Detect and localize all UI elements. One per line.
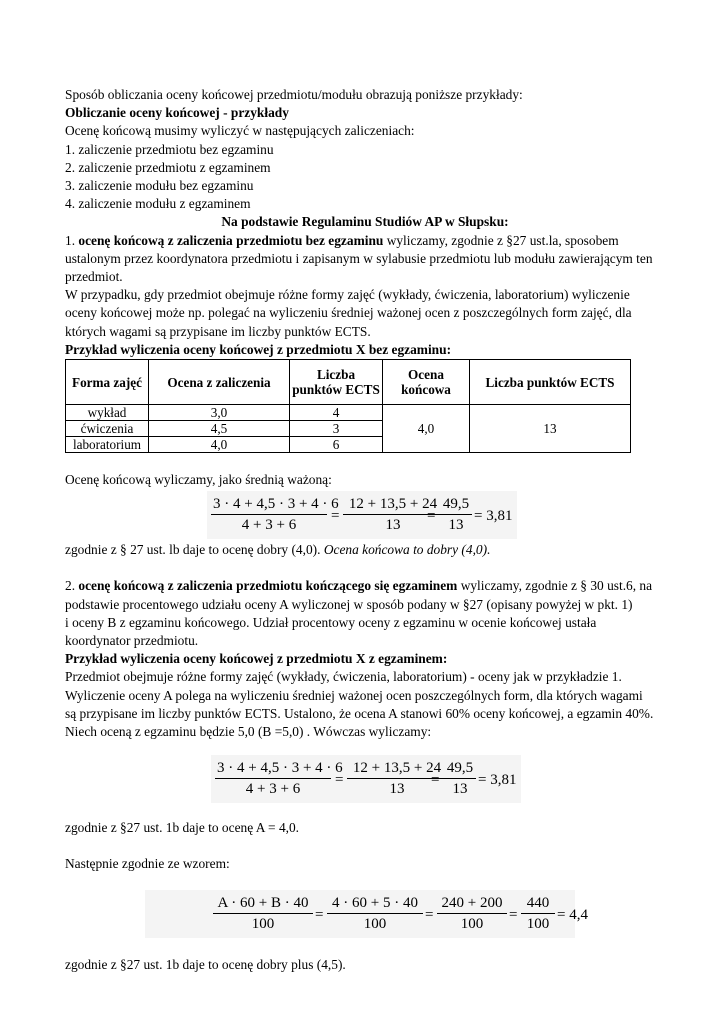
s2-line2: podstawie procentowego udziału oceny A wyliczonej w sposób podany w §27 (opisany powyżej w pkt. 1) bbox=[65, 596, 633, 612]
fraction-numerator: 49,5 bbox=[444, 759, 476, 779]
fraction-numerator: 440 bbox=[521, 894, 555, 914]
table-cell: 3 bbox=[290, 421, 383, 437]
header-liczba-ects-total: Liczba punktów ECTS bbox=[470, 360, 631, 405]
s2-line8: Niech oceną z egzaminu będzie 5,0 (B =5,0) . Wówczas wyliczamy: bbox=[65, 724, 432, 740]
formula-result: = 3,81 bbox=[478, 772, 517, 789]
weighted-intro: Ocenę końcową wyliczamy, jako średnią ważoną: bbox=[65, 472, 332, 488]
formula-weighted-average-2: $\frac{3 \cdot 4 + 4,5 \cdot 3 + 4 \cdot 6}{4 + 3 + 6}$ = $\frac{12 + 13,5 + 24}{13}$ = $\frac{49,5}{13}$ = 3,81 bbox=[65, 759, 665, 803]
fraction-denominator: 100 bbox=[460, 915, 484, 932]
ects-table bbox=[65, 359, 631, 453]
total-ects-cell: 13 bbox=[470, 405, 631, 453]
s2-line5: Przedmiot obejmuje różne formy zajęć (wykłady, ćwiczenia, laboratorium) - oceny jak w przykładzie 1. bbox=[65, 669, 622, 685]
fraction-numerator: 3 · 4 + 4,5 · 3 + 4 · 6 bbox=[211, 495, 327, 515]
section-heading: Obliczanie oceny końcowej - przykłady bbox=[65, 105, 289, 121]
s2-conclusion-a: zgodnie z §27 ust. 1b daje to ocenę A = 4,0. bbox=[65, 820, 300, 836]
table-cell: 6 bbox=[290, 437, 383, 453]
table-cell: wykład bbox=[66, 405, 149, 421]
fraction-numerator: 3 · 4 + 4,5 · 3 + 4 · 6 bbox=[215, 759, 331, 779]
header-ocena-zaliczenia: Ocena z zaliczenia bbox=[149, 360, 290, 405]
s1-line4: W przypadku, gdy przedmiot obejmuje różne formy zajęć (wykłady, ćwiczenia, laboratorium) wyliczenie bbox=[65, 287, 630, 303]
formula-weighted-average-1: $\frac{3 \cdot 4 + 4,5 \cdot 3 + 4 \cdot 6}{4 + 3 + 6}$ = $\frac{12 + 13,5 + 24}{13}$ = $\frac{49,5}{13}$ = 3,81 bbox=[65, 495, 665, 539]
fraction-denominator: 100 bbox=[526, 915, 550, 932]
s2-bold-phrase: ocenę końcową z zaliczenia przedmiotu kończącego się egzaminem bbox=[78, 578, 458, 594]
fraction-numerator: 49,5 bbox=[440, 495, 472, 515]
s1-line2: ustalonym przez koordynatora przedmiotu i zapisanym w sylabusie przedmiotu lub modułu zawierającym ten bbox=[65, 250, 653, 266]
fraction-numerator: 12 + 13,5 + 24 bbox=[347, 759, 447, 779]
s1-line6: których wagami są przypisane im liczby punktów ECTS. bbox=[65, 323, 371, 339]
table-cell: 4,0 bbox=[149, 437, 290, 453]
formula-result: = 4,4 bbox=[557, 906, 588, 923]
header-liczba-ects: Liczba punktów ECTS bbox=[290, 360, 383, 405]
regulation-heading: Na podstawie Regulaminu Studiów AP w Słupsku: bbox=[221, 214, 509, 230]
intro-line: Sposób obliczania oceny końcowej przedmiotu/modułu obrazują poniższe przykłady: bbox=[65, 87, 523, 102]
final-grade-cell: 4,0 bbox=[383, 405, 470, 453]
fraction-denominator: 4 + 3 + 6 bbox=[241, 517, 297, 534]
list-item: 1. zaliczenie przedmiotu bez egzaminu bbox=[65, 141, 274, 157]
s1-line5: oceny końcowej może np. polegać na wyliczeniu średniej ważonej ocen z poszczególnych form zajęć, dla bbox=[65, 305, 632, 321]
s1-conclusion-italic: Ocena końcowa to dobry (4,0). bbox=[323, 542, 491, 558]
s1-line1 bbox=[65, 232, 665, 250]
s2-next: Następnie zgodnie ze wzorem: bbox=[65, 856, 230, 872]
s2-line4: koordynator przedmiotu. bbox=[65, 633, 199, 649]
fraction-denominator: 13 bbox=[389, 781, 405, 798]
fraction-numerator: 12 + 13,5 + 24 bbox=[343, 495, 443, 515]
fraction-denominator: 100 bbox=[363, 915, 387, 932]
s2-line3: i oceny B z egzaminu końcowego. Udział procentowy oceny z egzaminu w ocenie końcowej ustała bbox=[65, 614, 597, 630]
s2-example-heading: Przykład wyliczenia oceny końcowej z przedmiotu X z egzaminem: bbox=[65, 651, 448, 667]
fraction-denominator: 4 + 3 + 6 bbox=[245, 781, 301, 798]
table-cell: 4,5 bbox=[149, 421, 290, 437]
list-item: 4. zaliczenie modułu z egzaminem bbox=[65, 196, 251, 212]
formula-result: = 3,81 bbox=[474, 508, 513, 525]
s1-line1-rest: wyliczamy, zgodnie z §27 ust.la, sposobem bbox=[383, 232, 619, 248]
header-forma: Forma zajęć bbox=[66, 360, 149, 405]
table-cell: laboratorium bbox=[66, 437, 149, 453]
s1-example-heading: Przykład wyliczenia oceny końcowej z przedmiotu X bez egzaminu: bbox=[65, 341, 452, 357]
table-header-row bbox=[66, 360, 631, 405]
s1-conclusion-text: zgodnie z § 27 ust. lb daje to ocenę dobry (4,0). bbox=[65, 542, 324, 558]
fraction-denominator: 13 bbox=[385, 517, 401, 534]
fraction-numerator: 4 · 60 + 5 · 40 bbox=[327, 894, 423, 914]
table-cell: 4 bbox=[290, 405, 383, 421]
table-cell: ćwiczenia bbox=[66, 421, 149, 437]
fraction-denominator: 13 bbox=[448, 517, 464, 534]
s1-conclusion bbox=[65, 541, 665, 559]
fraction-denominator: 13 bbox=[452, 781, 468, 798]
s1-number: 1. bbox=[65, 232, 79, 248]
s2-line7: są przypisane im liczby punktów ECTS. Ustalono, że ocena A stanowi 60% oceny końcowej, a egzamin 40%. bbox=[65, 705, 654, 721]
s1-line3: przedmiot. bbox=[65, 269, 123, 285]
fraction-numerator: 240 + 200 bbox=[437, 894, 507, 914]
s2-line1 bbox=[65, 577, 665, 595]
header-ocena-koncowa: Ocena końcowa bbox=[383, 360, 470, 405]
list-item: 2. zaliczenie przedmiotu z egzaminem bbox=[65, 159, 271, 175]
s2-conclusion-final: zgodnie z §27 ust. 1b daje to ocenę dobry plus (4,5). bbox=[65, 956, 346, 972]
table-row bbox=[66, 405, 631, 421]
fraction-denominator: 100 bbox=[251, 915, 275, 932]
fraction-numerator: A · 60 + B · 40 bbox=[213, 894, 313, 914]
s2-number: 2. bbox=[65, 578, 79, 594]
table-cell: 3,0 bbox=[149, 405, 290, 421]
document-page bbox=[65, 86, 665, 974]
formula-final-grade: $\frac{A \cdot 60 + B \cdot 40}{100}$ = $\frac{4 \cdot 60 + 5 \cdot 40}{100}$ = $\frac{240 + 200}{100}$ = $\frac{440}{100}$ = 4,4 bbox=[65, 894, 665, 938]
s2-line1-rest: wyliczamy, zgodnie z § 30 ust.6, na bbox=[457, 578, 653, 594]
list-item: 3. zaliczenie modułu bez egzaminu bbox=[65, 178, 254, 194]
s1-bold-phrase: ocenę końcową z zaliczenia przedmiotu bez egzaminu bbox=[78, 232, 384, 248]
s2-line6: Wyliczenie oceny A polega na wyliczeniu średniej ważonej ocen poszczególnych form, dla których wagami bbox=[65, 687, 643, 703]
cases-intro: Ocenę końcową musimy wyliczyć w następujących zaliczeniach: bbox=[65, 123, 415, 139]
